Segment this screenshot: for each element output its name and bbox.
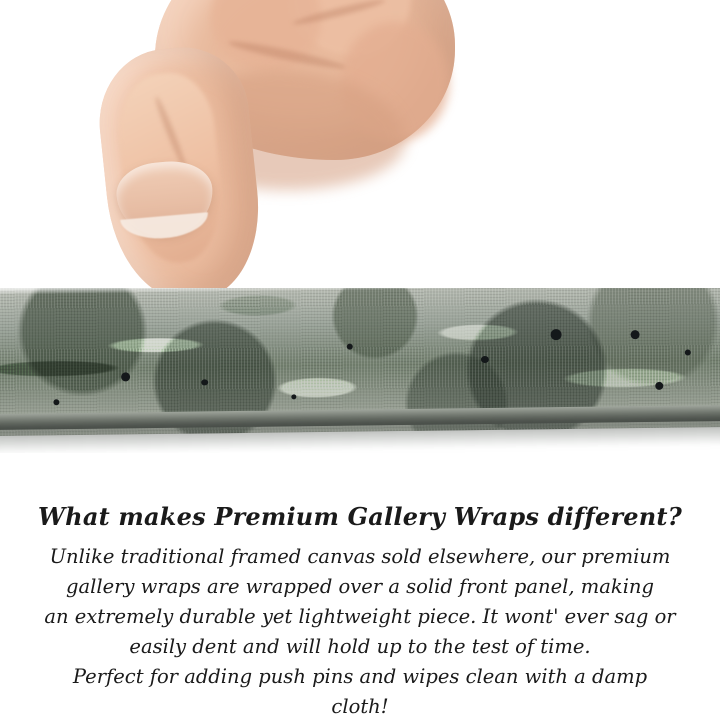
caption-heading: What makes Premium Gallery Wraps different? xyxy=(38,502,682,531)
canvas-speck xyxy=(201,379,208,385)
canvas-speck xyxy=(347,344,353,350)
canvas-speck xyxy=(631,330,640,339)
hand-illustration xyxy=(95,0,455,290)
canvas-speck xyxy=(53,399,59,405)
canvas-speck xyxy=(481,356,489,363)
caption-line: easily dent and will hold up to the test of time. xyxy=(129,635,591,658)
canvas-edge-strip xyxy=(0,288,720,453)
caption-line: Perfect for adding push pins and wipes clean with a damp cloth! xyxy=(72,665,648,718)
canvas-speck xyxy=(655,382,663,390)
caption-block xyxy=(0,470,720,720)
canvas-speck xyxy=(551,329,562,340)
photo-top-area xyxy=(0,0,720,290)
canvas-speck xyxy=(291,394,296,399)
canvas-speck xyxy=(121,372,130,381)
caption-line: an extremely durable yet lightweight piece. It wont' ever sag or xyxy=(44,605,676,628)
canvas-speck xyxy=(685,349,691,355)
caption-body xyxy=(0,542,720,720)
caption-line: Unlike traditional framed canvas sold elsewhere, our premium xyxy=(49,545,671,568)
caption-line: gallery wraps are wrapped over a solid front panel, making xyxy=(66,575,654,598)
